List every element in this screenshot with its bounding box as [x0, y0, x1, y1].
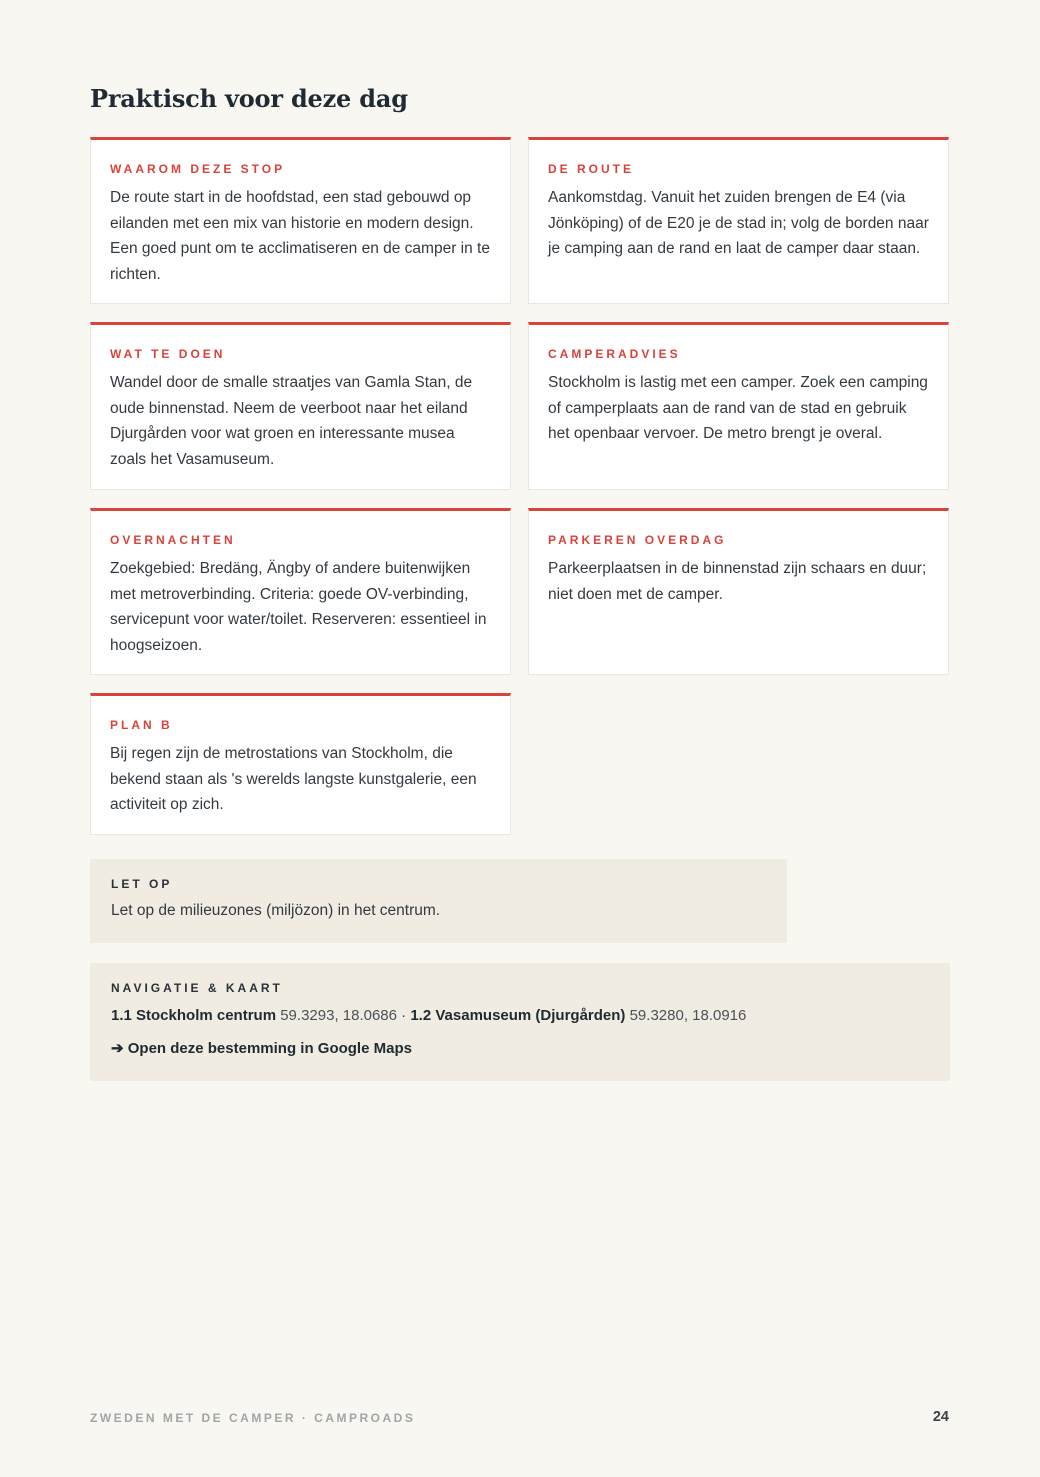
notice-label: LET OP: [111, 877, 173, 891]
notice-text: Let op de milieuzones (miljözon) in het centrum.: [111, 902, 441, 919]
card-text: Parkeerplaatsen in de binnenstad zijn schaars en duur; niet doen met de camper.: [548, 560, 927, 603]
google-maps-link[interactable]: ➔ Open deze bestemming in Google Maps: [111, 1040, 412, 1057]
page-title: Praktisch voor deze dag: [90, 84, 408, 113]
nav-point-name: 1.2 Vasamuseum (Djurgården): [410, 1007, 626, 1024]
card-label: WAAROM DEZE STOP: [110, 162, 286, 176]
card-label: OVERNACHTEN: [110, 533, 236, 547]
navigation-box: [90, 963, 950, 1081]
card-overnachten: [90, 508, 511, 675]
footer-title: ZWEDEN MET DE CAMPER · CAMPROADS: [90, 1411, 416, 1425]
card-text: Aankomstdag. Vanuit het zuiden brengen de E4 (via Jönköping) of de E20 je de stad in; volg de borden naar je camping aan de rand en laat de camper daar staan.: [548, 189, 929, 257]
card-de-route: [528, 137, 949, 304]
card-text: De route start in de hoofdstad, een stad gebouwd op eilanden met een mix van historie en modern design. Een goed punt om te acclimatiseren en de camper in te richten.: [110, 189, 490, 283]
card-text: Bij regen zijn de metrostations van Stockholm, die bekend staan als 's werelds langste kunstgalerie, een activiteit op zich.: [110, 745, 477, 813]
card-parkeren-overdag: [528, 508, 949, 675]
card-label: CAMPERADVIES: [548, 347, 681, 361]
card-label: WAT TE DOEN: [110, 347, 226, 361]
page-number: 24: [932, 1409, 949, 1425]
card-label: PARKEREN OVERDAG: [548, 533, 727, 547]
navigation-points: [111, 1005, 929, 1027]
nav-point-name: 1.1 Stockholm centrum: [111, 1007, 277, 1024]
notice-box: [90, 859, 787, 943]
card-camperadvies: [528, 322, 949, 490]
nav-separator: ·: [401, 1007, 407, 1024]
card-text: Wandel door de smalle straatjes van Gamla Stan, de oude binnenstad. Neem de veerboot naar het eiland Djurgården voor wat groen en interessante musea zoals het Vasamuseum.: [110, 374, 473, 468]
card-waarom-deze-stop: [90, 137, 511, 304]
navigation-label: NAVIGATIE & KAART: [111, 981, 283, 995]
card-text: Stockholm is lastig met een camper. Zoek een camping of camperplaats aan de rand van de stad en gebruik het openbaar vervoer. De metro brengt je overal.: [548, 374, 928, 442]
card-label: PLAN B: [110, 718, 173, 732]
nav-point-coords: 59.3293, 18.0686: [280, 1007, 397, 1024]
card-plan-b: [90, 693, 511, 835]
card-label: DE ROUTE: [548, 162, 635, 176]
nav-point-coords: 59.3280, 18.0916: [629, 1007, 747, 1024]
card-wat-te-doen: [90, 322, 511, 490]
card-text: Zoekgebied: Bredäng, Ängby of andere buitenwijken met metroverbinding. Criteria: goede OV-verbinding, servicepunt voor water/toilet. Reserveren: essentieel in hoogseizoen.: [110, 560, 487, 654]
